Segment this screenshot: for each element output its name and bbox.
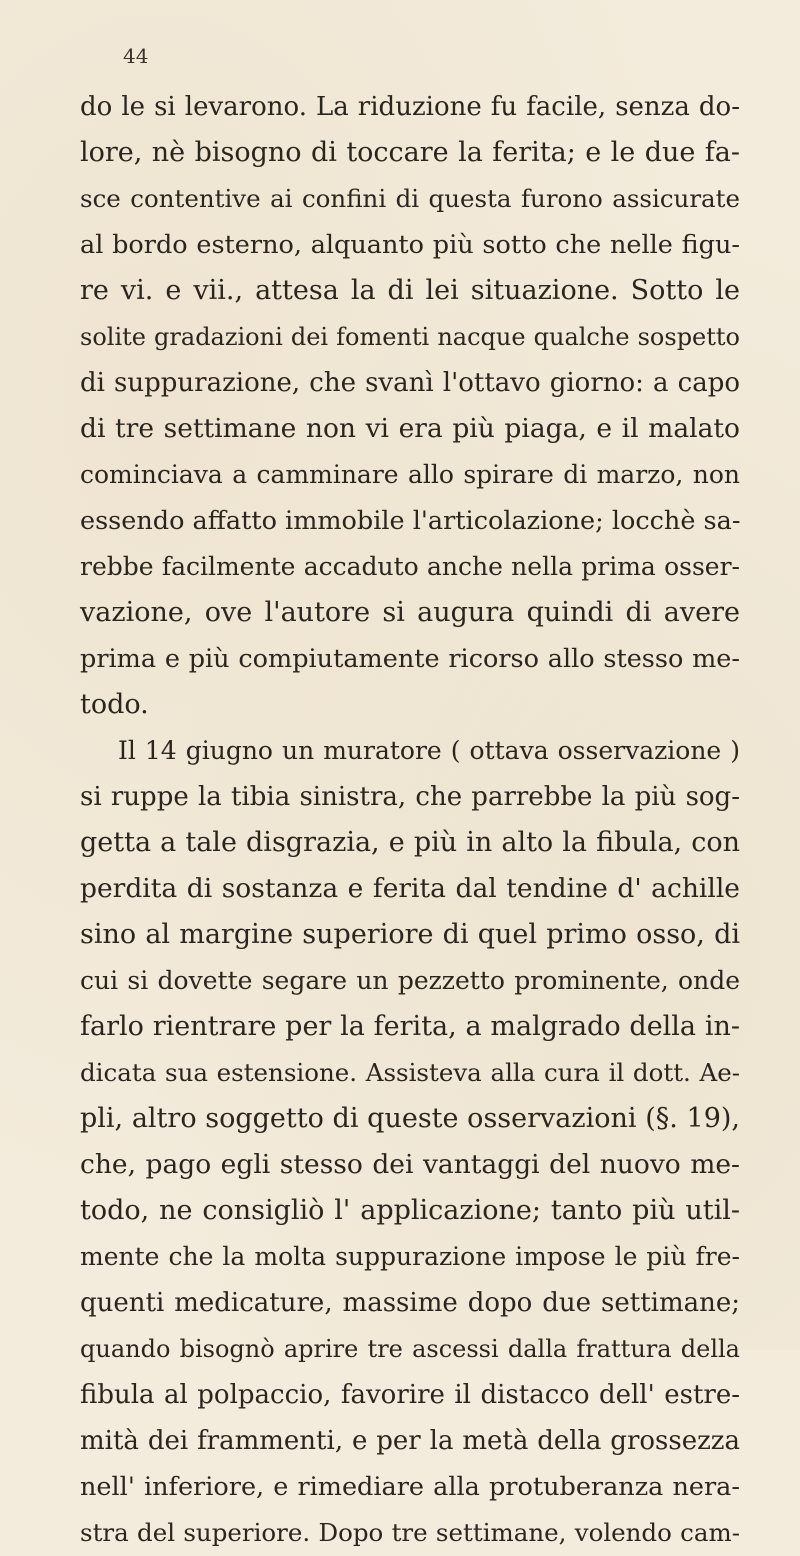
text-line: mente che la molta suppurazione impose le più fre- [80, 1242, 740, 1271]
text-line: solite gradazioni dei fomenti nacque qualche sospetto [80, 323, 740, 351]
text-line: mità dei frammenti, e per la metà della grossezza [80, 1426, 740, 1456]
text-line: stra del superiore. Dopo tre settimane, volendo cam- [80, 1518, 740, 1547]
text-line: getta a tale disgrazia, e più in alto la fibula, con [80, 827, 740, 858]
text-line: sino al margine superiore di quel primo osso, di [80, 919, 740, 950]
text-line: Il 14 giugno un muratore ( ottava osservazione ) [118, 736, 740, 765]
text-line: dicata sua estensione. Assisteva alla cura il dott. Ae- [80, 1058, 740, 1087]
text-line: vazione, ove l'autore si augura quindi di avere [80, 597, 740, 628]
text-line: cui si dovette segare un pezzetto prominente, onde [80, 966, 740, 995]
text-line: lore, nè bisogno di toccare la ferita; e le due fa- [80, 137, 740, 168]
text-line: do le si levarono. La riduzione fu facile, senza do- [80, 92, 740, 122]
text-line: di tre settimane non vi era più piaga, e il malato [80, 413, 740, 444]
text-line: che, pago egli stesso dei vantaggi del nuovo me- [80, 1149, 740, 1180]
body-text [80, 84, 740, 1556]
text-line: todo. [80, 689, 149, 720]
text-line: re vi. e vii., attesa la di lei situazione. Sotto le [80, 275, 740, 306]
text-line: fibula al polpaccio, favorire il distacco dell' estre- [80, 1380, 740, 1410]
text-line: quenti medicature, massime dopo due settimane; [80, 1288, 740, 1318]
text-line: pli, altro soggetto di queste osservazioni (§. 19), [80, 1103, 740, 1134]
text-line: perdita di sostanza e ferita dal tendine d' achille [80, 873, 740, 904]
text-line: rebbe facilmente accaduto anche nella prima osser- [80, 552, 740, 581]
text-line: quando bisognò aprire tre ascessi dalla frattura della [80, 1335, 740, 1363]
text-line: si ruppe la tibia sinistra, che parrebbe la più sog- [80, 782, 740, 812]
text-line: prima e più compiutamente ricorso allo stesso me- [80, 644, 740, 674]
text-line: essendo affatto immobile l'articolazione; locchè sa- [80, 506, 741, 536]
text-line: cominciava a camminare allo spirare di marzo, non [80, 460, 740, 489]
text-line: di suppurazione, che svanì l'ottavo giorno: a capo [80, 368, 740, 398]
text-line: todo, ne consigliò l' applicazione; tanto più util- [80, 1195, 740, 1226]
text-line: al bordo esterno, alquanto più sotto che nelle figu- [80, 230, 740, 260]
text-line: farlo rientrare per la ferita, a malgrado della in- [80, 1011, 740, 1042]
page-number: 44 [123, 44, 149, 68]
text-line: sce contentive ai confini di questa furono assicurate [80, 184, 740, 213]
text-line: nell' inferiore, e rimediare alla protuberanza nera- [80, 1472, 740, 1502]
